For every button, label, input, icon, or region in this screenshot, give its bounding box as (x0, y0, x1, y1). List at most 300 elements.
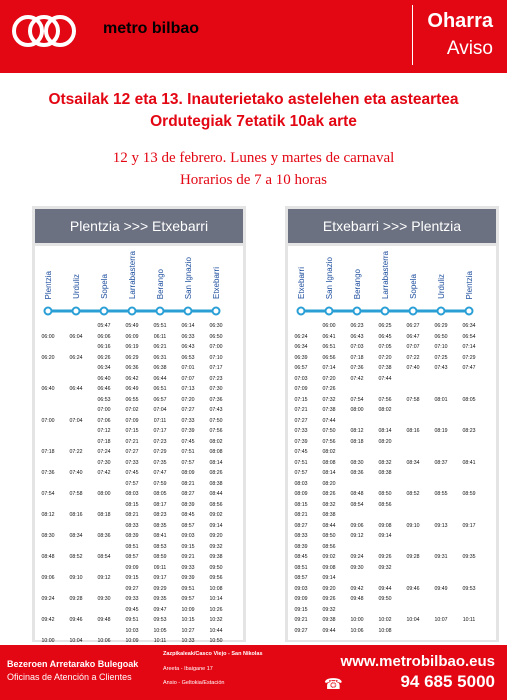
timetable-etxebarri-plentzia (285, 206, 499, 642)
time-cell: 08:23 (462, 428, 476, 434)
time-cell: 07:36 (350, 365, 364, 371)
time-cell: 08:59 (153, 554, 167, 560)
time-cell: 09:39 (181, 575, 195, 581)
time-cell: 08:36 (350, 470, 364, 476)
time-cell: 08:51 (294, 564, 308, 571)
table-row (35, 615, 243, 625)
time-cell: 07:51 (294, 459, 308, 466)
time-cell: 07:04 (69, 417, 83, 424)
metro-bilbao-logo (12, 13, 76, 49)
time-cell: 06:44 (69, 386, 83, 392)
table-row (35, 500, 243, 510)
time-cell: 07:26 (322, 386, 336, 392)
time-cell: 08:23 (153, 512, 167, 518)
table-row (35, 353, 243, 363)
station-dot (185, 308, 192, 315)
time-cell: 06:54 (462, 333, 476, 340)
time-cell: 07:57 (294, 470, 308, 476)
time-cell: 07:10 (434, 344, 448, 350)
time-cell: 07:33 (125, 459, 139, 466)
time-cell: 08:55 (434, 491, 448, 497)
office-location: Areeta - Ibaigane 17 (163, 666, 213, 672)
line-diagram (41, 306, 235, 316)
time-cell: 09:14 (209, 522, 223, 529)
station-name: Etxebarri (297, 266, 306, 299)
time-cell: 08:30 (41, 533, 55, 539)
time-cell: 06:34 (97, 365, 111, 371)
time-cell: 06:45 (378, 333, 392, 340)
time-cell: 08:15 (125, 501, 139, 508)
time-cell: 08:14 (322, 470, 336, 476)
timetable-body (288, 246, 496, 640)
time-cell: 08:05 (462, 396, 476, 403)
time-cell: 06:09 (125, 333, 139, 340)
time-cell: 09:27 (125, 585, 139, 592)
table-row (35, 584, 243, 594)
table-row (288, 468, 496, 478)
table-row (35, 395, 243, 405)
time-cell: 06:47 (406, 333, 420, 340)
time-cell: 09:38 (322, 617, 336, 623)
time-cell: 08:00 (350, 407, 364, 413)
time-cell: 06:16 (97, 344, 111, 350)
time-cell: 07:42 (350, 375, 364, 382)
time-cell: 10:00 (350, 617, 364, 623)
time-cell: 07:17 (153, 428, 167, 434)
table-row (288, 521, 496, 531)
time-cell: 09:35 (153, 596, 167, 602)
time-cell: 06:50 (209, 333, 223, 340)
table-row (35, 458, 243, 468)
time-cell: 08:48 (41, 554, 55, 560)
time-cell: 07:13 (181, 386, 195, 392)
time-cell: 07:07 (406, 344, 420, 350)
time-cell: 10:00 (41, 638, 55, 644)
headline-eu-1: Otsailak 12 eta 13. Inauterietako astelehen eta asteartea (48, 91, 459, 108)
time-cell: 07:47 (462, 365, 476, 371)
time-cell: 08:14 (378, 428, 392, 434)
time-cell: 09:06 (350, 522, 364, 529)
station-name: Urduliz (437, 274, 446, 299)
time-cell: 10:44 (209, 627, 223, 634)
time-cell: 09:03 (294, 585, 308, 592)
station-name: Sopela (100, 274, 109, 299)
time-cell: 09:51 (181, 585, 195, 592)
time-cell: 07:40 (406, 365, 420, 371)
time-cell: 08:57 (181, 522, 195, 529)
time-cell: 07:07 (181, 375, 195, 382)
time-cell: 07:40 (69, 470, 83, 476)
time-cell: 07:45 (294, 449, 308, 455)
table-row (288, 353, 496, 363)
time-cell: 08:54 (350, 501, 364, 508)
time-cell: 08:26 (209, 470, 223, 476)
time-cell: 08:12 (41, 512, 55, 518)
time-cell: 07:44 (378, 375, 392, 382)
time-cell: 07:58 (406, 396, 420, 403)
time-cell: 08:20 (378, 438, 392, 445)
time-cell: 07:35 (153, 459, 167, 466)
time-cell: 06:14 (181, 323, 195, 329)
time-cell: 09:09 (294, 596, 308, 602)
time-cell: 09:20 (322, 585, 336, 592)
time-cell: 08:17 (153, 501, 167, 508)
table-row (288, 363, 496, 373)
table-row (35, 479, 243, 489)
time-cell: 06:46 (97, 386, 111, 392)
time-cell: 06:06 (97, 333, 111, 340)
time-cell: 10:27 (181, 627, 195, 634)
time-cell: 07:27 (294, 417, 308, 424)
table-row (288, 374, 496, 384)
time-cell: 08:33 (294, 533, 308, 539)
time-cell: 07:43 (209, 407, 223, 413)
headline-eu-2: Ordutegiak 7etatik 10ak arte (150, 113, 357, 130)
time-cell: 06:23 (350, 323, 364, 329)
time-cell: 08:15 (294, 501, 308, 508)
time-cell: 09:46 (69, 617, 83, 623)
time-cell: 09:56 (209, 575, 223, 581)
table-row (35, 605, 243, 615)
time-cell: 06:55 (125, 396, 139, 403)
time-cell: 06:00 (41, 333, 55, 340)
table-row (35, 384, 243, 394)
customer-office-es: Oficinas de Atención a Clientes (7, 672, 132, 682)
time-cell: 06:31 (153, 354, 167, 361)
table-row (288, 500, 496, 510)
time-cell: 08:57 (125, 554, 139, 560)
header-divider (412, 5, 413, 65)
table-row (288, 615, 496, 625)
time-cell: 07:57 (181, 459, 195, 466)
time-cell: 07:56 (322, 438, 336, 445)
time-cell: 08:26 (322, 491, 336, 497)
table-row (288, 489, 496, 499)
time-cell: 07:24 (97, 449, 111, 455)
time-cell: 06:50 (434, 333, 448, 340)
time-cell: 06:42 (125, 375, 139, 382)
time-cell: 08:20 (322, 480, 336, 487)
time-cell: 07:00 (97, 407, 111, 413)
time-cell: 10:09 (181, 606, 195, 613)
time-cell: 08:56 (322, 543, 336, 550)
time-cell: 08:39 (181, 501, 195, 508)
time-cell: 06:25 (378, 323, 392, 329)
website-link[interactable]: www.metrobilbao.eus (340, 653, 495, 670)
time-cell: 07:39 (181, 428, 195, 434)
time-cell: 06:36 (125, 365, 139, 371)
table-row (288, 563, 496, 573)
time-cell: 09:32 (209, 543, 223, 550)
time-cell: 09:32 (378, 564, 392, 571)
time-cell: 09:38 (209, 554, 223, 560)
time-cell: 10:14 (209, 596, 223, 602)
time-cell: 07:18 (97, 438, 111, 445)
table-row (288, 605, 496, 615)
time-cell: 07:30 (97, 459, 111, 466)
time-cell: 07:27 (181, 407, 195, 413)
time-cell: 07:20 (181, 396, 195, 403)
table-row (288, 626, 496, 636)
station-dot (438, 308, 445, 315)
time-cell: 08:08 (209, 449, 223, 455)
time-cell: 08:09 (294, 491, 308, 497)
time-cell: 07:36 (41, 470, 55, 476)
time-cell: 08:50 (378, 491, 392, 497)
time-cell: 07:43 (434, 365, 448, 371)
time-cell: 07:36 (209, 396, 223, 403)
time-cell: 08:38 (378, 470, 392, 476)
timetable-title: Etxebarri >>> Plentzia (288, 209, 496, 243)
station-name: Larrabasterra (128, 250, 137, 299)
time-cell: 08:56 (378, 501, 392, 508)
time-cell: 10:15 (181, 617, 195, 623)
time-cell: 08:52 (406, 491, 420, 497)
time-cell: 09:12 (97, 575, 111, 581)
time-cell: 09:20 (209, 533, 223, 539)
time-cell: 09:28 (406, 554, 420, 560)
time-cell: 08:45 (294, 554, 308, 560)
time-cell: 10:08 (378, 627, 392, 634)
time-cell: 06:38 (153, 365, 167, 371)
time-cell: 07:45 (181, 438, 195, 445)
time-cell: 07:23 (209, 375, 223, 382)
time-cell: 08:00 (97, 491, 111, 497)
time-cell: 06:04 (69, 333, 83, 340)
time-cell: 10:33 (181, 638, 195, 644)
time-cell: 10:32 (209, 617, 223, 623)
table-row (35, 594, 243, 604)
time-cell: 07:04 (153, 407, 167, 413)
time-cell: 08:57 (294, 575, 308, 581)
time-cell: 07:17 (209, 365, 223, 371)
time-cell: 08:39 (125, 533, 139, 539)
time-cell: 08:03 (125, 491, 139, 497)
station-dot (466, 308, 473, 315)
station-dot (326, 308, 333, 315)
time-cell: 10:04 (406, 617, 420, 623)
time-cell: 07:29 (153, 449, 167, 455)
time-cell: 09:51 (125, 617, 139, 623)
time-cell: 08:51 (125, 543, 139, 550)
table-row (288, 447, 496, 457)
office-location: Zazpikaleak/Casco Viejo - San Nikolas (163, 651, 263, 657)
time-cell: 08:19 (434, 428, 448, 434)
station-name: Plentzia (44, 270, 53, 299)
time-cell: 07:33 (181, 417, 195, 424)
time-cell: 10:09 (125, 638, 139, 644)
time-cell: 06:41 (322, 333, 336, 340)
brand-name: metro bilbao (103, 20, 200, 37)
time-cell: 09:32 (322, 606, 336, 613)
table-row (35, 416, 243, 426)
time-cell: 10:26 (209, 606, 223, 613)
time-cell: 07:05 (378, 344, 392, 350)
time-cell: 08:02 (322, 449, 336, 455)
time-cell: 09:29 (153, 585, 167, 592)
header (0, 0, 507, 73)
time-cell: 09:15 (181, 543, 195, 550)
station-dot (298, 308, 305, 315)
time-cell: 09:08 (378, 522, 392, 529)
time-cell: 08:16 (69, 512, 83, 518)
time-cell: 09:06 (41, 575, 55, 581)
time-cell: 06:43 (181, 344, 195, 350)
time-cell: 07:51 (181, 449, 195, 455)
time-cell: 09:48 (350, 596, 364, 602)
table-row (35, 374, 243, 384)
time-cell: 05:47 (97, 323, 111, 329)
time-cell: 09:03 (181, 533, 195, 539)
time-cell: 07:15 (294, 396, 308, 403)
time-cell: 07:29 (462, 354, 476, 361)
time-cell: 10:50 (209, 638, 223, 644)
time-cell: 06:11 (153, 333, 167, 340)
time-cell: 09:21 (294, 617, 308, 623)
time-cell: 07:30 (209, 386, 223, 392)
table-row (288, 395, 496, 405)
time-cell: 06:21 (153, 344, 167, 350)
time-cell: 07:20 (322, 375, 336, 382)
time-cell: 06:51 (153, 386, 167, 392)
table-row (288, 458, 496, 468)
time-cell: 07:33 (294, 428, 308, 434)
headline-es-2: Horarios de 7 a 10 horas (179, 172, 328, 188)
time-cell: 07:44 (322, 417, 336, 424)
time-cell: 08:38 (322, 512, 336, 518)
station-dot (157, 308, 164, 315)
time-cell: 08:56 (209, 501, 223, 508)
time-cell: 07:50 (209, 417, 223, 424)
station-name: Berango (353, 268, 362, 299)
time-cell: 07:50 (322, 428, 336, 434)
time-cell: 08:39 (294, 543, 308, 550)
table-row (288, 594, 496, 604)
time-cell: 09:42 (41, 617, 55, 623)
time-cell: 06:49 (125, 386, 139, 392)
time-cell: 09:44 (378, 585, 392, 592)
time-cell: 07:25 (434, 354, 448, 361)
time-cell: 07:11 (153, 417, 167, 424)
time-cell: 07:12 (97, 428, 111, 434)
notice-title-es: Aviso (446, 38, 493, 59)
time-cell: 09:14 (378, 533, 392, 539)
time-cell: 07:00 (209, 344, 223, 350)
time-cell: 06:40 (97, 375, 111, 382)
time-cell: 07:15 (125, 428, 139, 434)
table-row (288, 384, 496, 394)
time-cell: 06:19 (125, 344, 139, 350)
time-cell: 08:18 (350, 438, 364, 445)
notice-title-eu: Oharra (427, 10, 493, 32)
time-cell: 08:03 (294, 480, 308, 487)
station-name: Larrabasterra (381, 250, 390, 299)
time-cell: 09:35 (462, 554, 476, 560)
time-cell: 08:41 (153, 533, 167, 539)
station-headers (288, 246, 496, 301)
time-cell: 08:21 (294, 512, 308, 518)
time-cell: 08:38 (209, 480, 223, 487)
headline-es-1: 12 y 13 de febrero. Lunes y martes de carnaval (112, 150, 395, 166)
time-cell: 09:09 (125, 564, 139, 571)
time-cell: 09:50 (378, 596, 392, 602)
time-cell: 09:24 (350, 554, 364, 560)
station-name: Etxebarri (212, 266, 221, 299)
time-cell: 08:12 (350, 428, 364, 434)
time-cell: 09:10 (69, 575, 83, 581)
station-name: Urduliz (72, 274, 81, 299)
time-cell: 09:15 (294, 606, 308, 613)
time-cell: 08:21 (181, 480, 195, 487)
timetable-body (35, 246, 243, 644)
time-cell: 07:03 (350, 344, 364, 350)
time-cell: 10:11 (462, 617, 476, 623)
time-cell: 09:33 (181, 564, 195, 571)
time-cell: 06:51 (322, 344, 336, 350)
time-cell: 07:18 (41, 449, 55, 455)
time-cell: 09:21 (181, 554, 195, 560)
station-name: San Ignazio (184, 256, 193, 299)
time-cell: 06:29 (434, 323, 448, 329)
time-cell: 08:21 (125, 512, 139, 518)
time-cell: 09:14 (322, 575, 336, 581)
time-cell: 08:09 (181, 470, 195, 476)
time-cell: 08:50 (322, 533, 336, 539)
time-cell: 07:27 (125, 449, 139, 455)
time-cell: 08:27 (181, 491, 195, 497)
time-cell: 09:57 (181, 596, 195, 602)
time-cell: 09:53 (462, 585, 476, 592)
time-cell: 08:16 (406, 428, 420, 434)
time-cell: 09:42 (350, 585, 364, 592)
station-dot (213, 308, 220, 315)
time-cell: 07:57 (125, 480, 139, 487)
time-cell: 10:07 (434, 617, 448, 623)
time-cell: 09:10 (406, 522, 420, 529)
time-cell: 09:50 (209, 564, 223, 571)
table-row (35, 552, 243, 562)
time-cell: 08:54 (97, 554, 111, 560)
time-cell: 07:59 (153, 480, 167, 487)
time-cell: 10:08 (209, 585, 223, 592)
table-row (35, 468, 243, 478)
time-cell: 06:39 (294, 354, 308, 361)
time-cell: 06:40 (41, 386, 55, 392)
time-cell: 07:47 (153, 470, 167, 476)
footer (0, 645, 507, 700)
time-cell: 07:38 (378, 365, 392, 371)
time-cell: 06:57 (294, 365, 308, 371)
time-cell: 08:53 (153, 543, 167, 550)
time-cell: 08:01 (434, 396, 448, 403)
phone-number[interactable]: 94 685 5000 (400, 672, 495, 691)
phone-icon: ☎ (324, 676, 343, 693)
table-row (35, 531, 243, 541)
table-row (35, 489, 243, 499)
time-cell: 07:20 (378, 354, 392, 361)
time-cell: 09:15 (125, 575, 139, 581)
time-cell: 09:02 (322, 554, 336, 560)
time-cell: 08:30 (350, 459, 364, 466)
line-diagram (294, 306, 488, 316)
time-cell: 09:02 (209, 512, 223, 518)
time-cell: 06:24 (69, 354, 83, 361)
time-cell: 09:47 (153, 606, 167, 613)
time-cell: 08:02 (378, 407, 392, 413)
time-cell: 08:52 (69, 554, 83, 560)
time-cell: 07:14 (462, 344, 476, 350)
station-name: San Ignazio (325, 256, 334, 299)
